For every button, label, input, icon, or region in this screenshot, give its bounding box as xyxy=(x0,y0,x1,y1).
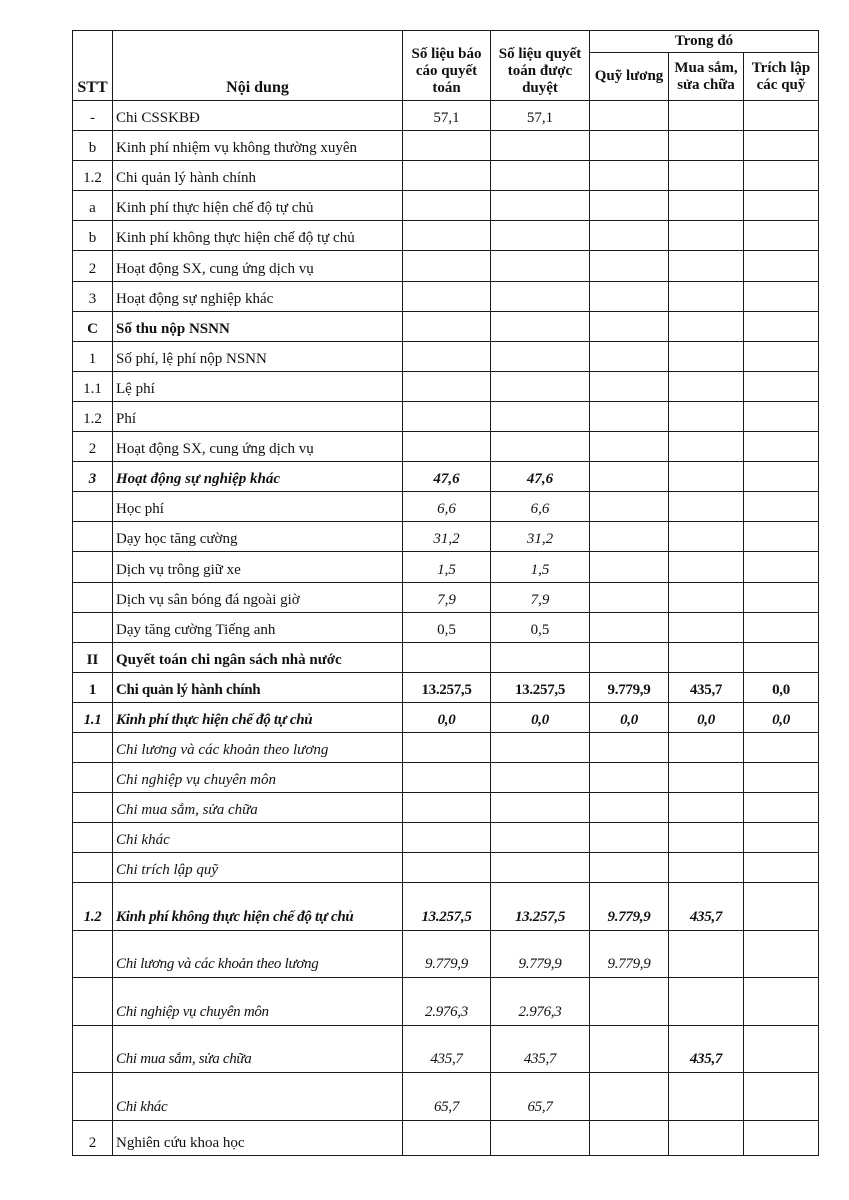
table-row xyxy=(73,552,819,582)
cell-bao-cao: 6,6 xyxy=(403,492,491,522)
table-row xyxy=(73,1120,819,1155)
header-row-1 xyxy=(73,31,819,53)
cell-mua-sam xyxy=(669,522,744,552)
cell-trich-lap xyxy=(744,883,819,931)
cell-mua-sam xyxy=(669,131,744,161)
table-row xyxy=(73,702,819,732)
cell-trich-lap: 0,0 xyxy=(744,702,819,732)
cell-content: Dịch vụ sân bóng đá ngoài giờ xyxy=(113,582,403,612)
cell-mua-sam xyxy=(669,281,744,311)
cell-trich-lap xyxy=(744,251,819,281)
cell-quy-luong xyxy=(590,432,669,462)
table-row xyxy=(73,131,819,161)
cell-bao-cao xyxy=(403,793,491,823)
cell-stt: 2 xyxy=(73,251,113,281)
cell-quy-luong xyxy=(590,492,669,522)
cell-stt xyxy=(73,823,113,853)
header-mua-sam: Mua sắm, sửa chữa xyxy=(669,53,744,101)
table-row xyxy=(73,582,819,612)
cell-mua-sam xyxy=(669,221,744,251)
cell-stt: 1.2 xyxy=(73,401,113,431)
cell-duyet: 9.779,9 xyxy=(491,930,590,978)
cell-quy-luong xyxy=(590,793,669,823)
cell-mua-sam xyxy=(669,371,744,401)
table-row xyxy=(73,492,819,522)
table-row xyxy=(73,281,819,311)
cell-mua-sam xyxy=(669,161,744,191)
cell-mua-sam xyxy=(669,978,744,1026)
cell-mua-sam xyxy=(669,251,744,281)
cell-trich-lap xyxy=(744,552,819,582)
cell-duyet xyxy=(491,281,590,311)
header-stt: STT xyxy=(73,31,113,101)
cell-duyet xyxy=(491,432,590,462)
cell-duyet xyxy=(491,251,590,281)
cell-mua-sam xyxy=(669,401,744,431)
cell-trich-lap xyxy=(744,853,819,883)
cell-bao-cao xyxy=(403,1120,491,1155)
cell-bao-cao: 31,2 xyxy=(403,522,491,552)
cell-content: Chi trích lập quỹ xyxy=(113,853,403,883)
cell-bao-cao: 9.779,9 xyxy=(403,930,491,978)
cell-quy-luong xyxy=(590,642,669,672)
cell-content: Hoạt động sự nghiệp khác xyxy=(113,462,403,492)
cell-stt: C xyxy=(73,311,113,341)
cell-bao-cao xyxy=(403,432,491,462)
cell-mua-sam: 0,0 xyxy=(669,702,744,732)
cell-quy-luong xyxy=(590,161,669,191)
cell-quy-luong xyxy=(590,853,669,883)
cell-bao-cao xyxy=(403,221,491,251)
cell-bao-cao xyxy=(403,281,491,311)
cell-trich-lap: 0,0 xyxy=(744,672,819,702)
cell-mua-sam xyxy=(669,823,744,853)
cell-content: Quyết toán chi ngân sách nhà nước xyxy=(113,642,403,672)
cell-quy-luong xyxy=(590,732,669,762)
cell-mua-sam xyxy=(669,732,744,762)
budget-settlement-table xyxy=(72,30,819,1156)
cell-stt: 1.2 xyxy=(73,161,113,191)
cell-content: Chi nghiệp vụ chuyên môn xyxy=(113,978,403,1026)
cell-bao-cao xyxy=(403,823,491,853)
cell-stt xyxy=(73,552,113,582)
cell-stt: 3 xyxy=(73,462,113,492)
cell-duyet xyxy=(491,823,590,853)
cell-stt xyxy=(73,612,113,642)
cell-quy-luong: 9.779,9 xyxy=(590,930,669,978)
cell-bao-cao: 13.257,5 xyxy=(403,883,491,931)
table-row xyxy=(73,221,819,251)
cell-mua-sam xyxy=(669,930,744,978)
cell-trich-lap xyxy=(744,341,819,371)
cell-content: Kinh phí thực hiện chế độ tự chủ xyxy=(113,702,403,732)
cell-stt xyxy=(73,1025,113,1073)
cell-duyet xyxy=(491,311,590,341)
cell-mua-sam xyxy=(669,462,744,492)
cell-stt xyxy=(73,853,113,883)
table-row xyxy=(73,341,819,371)
cell-bao-cao: 65,7 xyxy=(403,1073,491,1121)
cell-stt xyxy=(73,522,113,552)
cell-duyet xyxy=(491,191,590,221)
cell-bao-cao xyxy=(403,251,491,281)
cell-content: Chi khác xyxy=(113,823,403,853)
cell-mua-sam xyxy=(669,612,744,642)
cell-duyet: 435,7 xyxy=(491,1025,590,1073)
cell-trich-lap xyxy=(744,930,819,978)
cell-stt xyxy=(73,793,113,823)
cell-bao-cao xyxy=(403,341,491,371)
cell-duyet xyxy=(491,642,590,672)
table-row xyxy=(73,432,819,462)
table-row xyxy=(73,978,819,1026)
header-quy-luong: Quỹ lương xyxy=(590,53,669,101)
cell-mua-sam xyxy=(669,853,744,883)
cell-trich-lap xyxy=(744,462,819,492)
cell-content: Chi quản lý hành chính xyxy=(113,672,403,702)
header-trich-lap: Trích lập các quỹ xyxy=(744,53,819,101)
cell-content: Chi lương và các khoản theo lương xyxy=(113,732,403,762)
cell-stt: II xyxy=(73,642,113,672)
cell-trich-lap xyxy=(744,281,819,311)
cell-mua-sam xyxy=(669,793,744,823)
cell-duyet xyxy=(491,401,590,431)
cell-stt: 2 xyxy=(73,1120,113,1155)
cell-quy-luong: 9.779,9 xyxy=(590,672,669,702)
cell-content: Nghiên cứu khoa học xyxy=(113,1120,403,1155)
cell-trich-lap xyxy=(744,522,819,552)
cell-bao-cao: 1,5 xyxy=(403,552,491,582)
cell-trich-lap xyxy=(744,191,819,221)
cell-duyet: 57,1 xyxy=(491,101,590,131)
cell-mua-sam xyxy=(669,191,744,221)
table-row xyxy=(73,763,819,793)
cell-quy-luong xyxy=(590,978,669,1026)
cell-trich-lap xyxy=(744,371,819,401)
cell-content: Chi nghiệp vụ chuyên môn xyxy=(113,763,403,793)
cell-content: Học phí xyxy=(113,492,403,522)
table-row xyxy=(73,732,819,762)
cell-trich-lap xyxy=(744,642,819,672)
table-row xyxy=(73,853,819,883)
cell-mua-sam: 435,7 xyxy=(669,672,744,702)
cell-quy-luong: 9.779,9 xyxy=(590,883,669,931)
table-row xyxy=(73,311,819,341)
cell-stt: b xyxy=(73,221,113,251)
cell-duyet xyxy=(491,793,590,823)
cell-trich-lap xyxy=(744,101,819,131)
cell-stt: b xyxy=(73,131,113,161)
cell-duyet xyxy=(491,763,590,793)
cell-mua-sam xyxy=(669,492,744,522)
cell-quy-luong xyxy=(590,401,669,431)
header-so-lieu-quyet-toan: Số liệu quyết toán được duyệt xyxy=(491,31,590,101)
cell-mua-sam xyxy=(669,642,744,672)
table-row xyxy=(73,522,819,552)
cell-content: Chi lương và các khoản theo lương xyxy=(113,930,403,978)
cell-duyet: 65,7 xyxy=(491,1073,590,1121)
cell-stt xyxy=(73,732,113,762)
cell-duyet: 7,9 xyxy=(491,582,590,612)
cell-quy-luong xyxy=(590,1073,669,1121)
cell-bao-cao xyxy=(403,853,491,883)
cell-mua-sam xyxy=(669,311,744,341)
cell-quy-luong xyxy=(590,281,669,311)
cell-quy-luong xyxy=(590,1120,669,1155)
table-row xyxy=(73,191,819,221)
cell-content: Chi mua sắm, sửa chữa xyxy=(113,793,403,823)
cell-duyet xyxy=(491,161,590,191)
cell-mua-sam: 435,7 xyxy=(669,1025,744,1073)
table-row xyxy=(73,1073,819,1121)
cell-mua-sam xyxy=(669,552,744,582)
table-row xyxy=(73,251,819,281)
cell-stt: 2 xyxy=(73,432,113,462)
cell-stt: 1 xyxy=(73,341,113,371)
cell-trich-lap xyxy=(744,1025,819,1073)
cell-trich-lap xyxy=(744,432,819,462)
cell-stt: 3 xyxy=(73,281,113,311)
cell-stt xyxy=(73,1073,113,1121)
table-row xyxy=(73,101,819,131)
cell-trich-lap xyxy=(744,311,819,341)
cell-duyet xyxy=(491,371,590,401)
cell-content: Dạy học tăng cường xyxy=(113,522,403,552)
cell-mua-sam xyxy=(669,432,744,462)
cell-quy-luong xyxy=(590,371,669,401)
cell-trich-lap xyxy=(744,582,819,612)
cell-trich-lap xyxy=(744,492,819,522)
cell-content: Chi khác xyxy=(113,1073,403,1121)
cell-duyet xyxy=(491,341,590,371)
cell-stt: 1.1 xyxy=(73,702,113,732)
cell-bao-cao: 0,5 xyxy=(403,612,491,642)
cell-bao-cao: 47,6 xyxy=(403,462,491,492)
cell-trich-lap xyxy=(744,793,819,823)
cell-content: Hoạt động SX, cung ứng dịch vụ xyxy=(113,432,403,462)
table-row xyxy=(73,642,819,672)
cell-trich-lap xyxy=(744,763,819,793)
cell-quy-luong: 0,0 xyxy=(590,702,669,732)
cell-stt: a xyxy=(73,191,113,221)
cell-bao-cao: 0,0 xyxy=(403,702,491,732)
cell-content: Phí xyxy=(113,401,403,431)
cell-duyet: 2.976,3 xyxy=(491,978,590,1026)
cell-stt: 1.1 xyxy=(73,371,113,401)
cell-duyet: 1,5 xyxy=(491,552,590,582)
cell-mua-sam xyxy=(669,101,744,131)
cell-quy-luong xyxy=(590,221,669,251)
cell-bao-cao: 13.257,5 xyxy=(403,672,491,702)
header-trong-do: Trong đó xyxy=(590,31,819,53)
cell-content: Hoạt động SX, cung ứng dịch vụ xyxy=(113,251,403,281)
cell-content: Kinh phí thực hiện chế độ tự chủ xyxy=(113,191,403,221)
cell-trich-lap xyxy=(744,1120,819,1155)
cell-bao-cao xyxy=(403,191,491,221)
cell-content: Số phí, lệ phí nộp NSNN xyxy=(113,341,403,371)
cell-content: Số thu nộp NSNN xyxy=(113,311,403,341)
cell-trich-lap xyxy=(744,161,819,191)
cell-stt: - xyxy=(73,101,113,131)
cell-quy-luong xyxy=(590,763,669,793)
cell-bao-cao xyxy=(403,131,491,161)
cell-quy-luong xyxy=(590,131,669,161)
cell-duyet: 47,6 xyxy=(491,462,590,492)
table-row xyxy=(73,161,819,191)
cell-duyet xyxy=(491,732,590,762)
cell-trich-lap xyxy=(744,978,819,1026)
header-so-lieu-bao-cao: Số liệu báo cáo quyết toán xyxy=(403,31,491,101)
cell-quy-luong xyxy=(590,1025,669,1073)
cell-quy-luong xyxy=(590,552,669,582)
cell-trich-lap xyxy=(744,131,819,161)
cell-mua-sam xyxy=(669,341,744,371)
cell-duyet xyxy=(491,131,590,161)
table-row xyxy=(73,672,819,702)
cell-stt xyxy=(73,492,113,522)
cell-mua-sam: 435,7 xyxy=(669,883,744,931)
cell-stt: 1 xyxy=(73,672,113,702)
cell-quy-luong xyxy=(590,823,669,853)
cell-stt xyxy=(73,763,113,793)
cell-duyet xyxy=(491,221,590,251)
table-body xyxy=(73,101,819,1156)
cell-bao-cao xyxy=(403,732,491,762)
cell-content: Kinh phí không thực hiện chế độ tự chủ xyxy=(113,883,403,931)
header-noi-dung: Nội dung xyxy=(113,31,403,101)
cell-stt xyxy=(73,930,113,978)
cell-content: Kinh phí không thực hiện chế độ tự chủ xyxy=(113,221,403,251)
cell-bao-cao xyxy=(403,371,491,401)
table-row xyxy=(73,371,819,401)
table-row xyxy=(73,462,819,492)
cell-quy-luong xyxy=(590,251,669,281)
cell-content: Dạy tăng cường Tiếng anh xyxy=(113,612,403,642)
cell-quy-luong xyxy=(590,582,669,612)
cell-trich-lap xyxy=(744,1073,819,1121)
cell-content: Lệ phí xyxy=(113,371,403,401)
cell-duyet xyxy=(491,853,590,883)
cell-trich-lap xyxy=(744,612,819,642)
cell-bao-cao: 57,1 xyxy=(403,101,491,131)
cell-quy-luong xyxy=(590,522,669,552)
cell-stt xyxy=(73,582,113,612)
cell-duyet: 13.257,5 xyxy=(491,883,590,931)
cell-stt: 1.2 xyxy=(73,883,113,931)
cell-duyet xyxy=(491,1120,590,1155)
cell-trich-lap xyxy=(744,732,819,762)
cell-duyet: 0,5 xyxy=(491,612,590,642)
cell-mua-sam xyxy=(669,1120,744,1155)
table-row xyxy=(73,883,819,931)
cell-mua-sam xyxy=(669,1073,744,1121)
table-row xyxy=(73,823,819,853)
cell-trich-lap xyxy=(744,401,819,431)
cell-duyet: 13.257,5 xyxy=(491,672,590,702)
cell-content: Hoạt động sự nghiệp khác xyxy=(113,281,403,311)
cell-quy-luong xyxy=(590,341,669,371)
cell-quy-luong xyxy=(590,311,669,341)
cell-mua-sam xyxy=(669,582,744,612)
cell-bao-cao xyxy=(403,401,491,431)
table-row xyxy=(73,930,819,978)
cell-bao-cao: 7,9 xyxy=(403,582,491,612)
cell-trich-lap xyxy=(744,823,819,853)
cell-bao-cao xyxy=(403,763,491,793)
cell-duyet: 0,0 xyxy=(491,702,590,732)
cell-quy-luong xyxy=(590,191,669,221)
cell-duyet: 6,6 xyxy=(491,492,590,522)
cell-quy-luong xyxy=(590,101,669,131)
cell-bao-cao xyxy=(403,642,491,672)
cell-bao-cao: 435,7 xyxy=(403,1025,491,1073)
cell-content: Chi CSSKBĐ xyxy=(113,101,403,131)
table-row xyxy=(73,793,819,823)
cell-stt xyxy=(73,978,113,1026)
cell-content: Chi mua sắm, sửa chữa xyxy=(113,1025,403,1073)
cell-quy-luong xyxy=(590,612,669,642)
cell-bao-cao xyxy=(403,311,491,341)
cell-bao-cao xyxy=(403,161,491,191)
table-row xyxy=(73,1025,819,1073)
table-row xyxy=(73,401,819,431)
cell-bao-cao: 2.976,3 xyxy=(403,978,491,1026)
cell-mua-sam xyxy=(669,763,744,793)
cell-trich-lap xyxy=(744,221,819,251)
cell-content: Dịch vụ trông giữ xe xyxy=(113,552,403,582)
cell-duyet: 31,2 xyxy=(491,522,590,552)
table-row xyxy=(73,612,819,642)
cell-content: Chi quản lý hành chính xyxy=(113,161,403,191)
cell-content: Kinh phí nhiệm vụ không thường xuyên xyxy=(113,131,403,161)
cell-quy-luong xyxy=(590,462,669,492)
